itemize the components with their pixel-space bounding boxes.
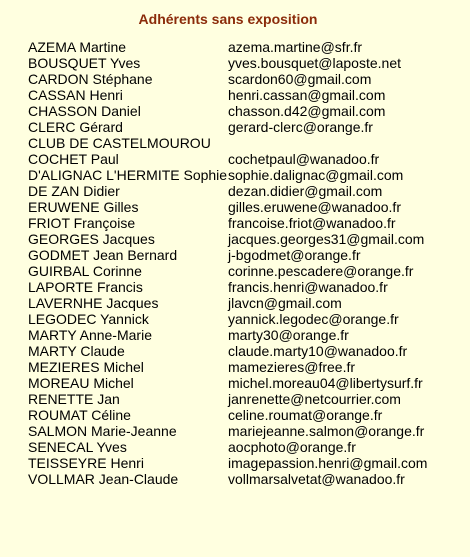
member-email: sophie.dalignac@gmail.com [228,167,404,183]
member-name: LEGODEC Yannick [28,311,149,327]
member-row [28,119,448,135]
member-row [28,423,448,439]
member-row [28,167,448,183]
member-name: RENETTE Jan [28,391,120,407]
member-email: cochetpaul@wanadoo.fr [228,151,380,167]
member-email: aocphoto@orange.fr [228,439,356,455]
member-email: marty30@orange.fr [228,327,349,343]
member-row [28,375,448,391]
member-row [28,471,448,487]
member-email: francis.henri@wanadoo.fr [228,279,388,295]
member-email: mamezieres@free.fr [228,359,356,375]
member-email: imagepassion.henri@gmail.com [228,455,428,471]
member-name: CASSAN Henri [28,87,123,103]
member-name: SENECAL Yves [28,439,127,455]
member-name: MARTY Anne-Marie [28,327,152,343]
member-email: michel.moreau04@libertysurf.fr [228,375,423,391]
member-row [28,103,448,119]
member-row [28,183,448,199]
member-email: francoise.friot@wanadoo.fr [228,215,396,231]
member-name: LAPORTE Francis [28,279,143,295]
member-row [28,151,448,167]
member-row [28,343,448,359]
member-row [28,279,448,295]
member-name: TEISSEYRE Henri [28,455,144,471]
member-name: CLERC Gérard [28,119,123,135]
member-row [28,55,448,71]
member-list [28,39,448,487]
member-email: vollmarsalvetat@wanadoo.fr [228,471,405,487]
member-name: GUIRBAL Corinne [28,263,142,279]
member-row [28,215,448,231]
member-row [28,263,448,279]
member-row [28,455,448,471]
member-name: D'ALIGNAC L'HERMITE Sophie [28,167,228,183]
member-row [28,295,448,311]
member-name: GODMET Jean Bernard [28,247,178,263]
member-name: MOREAU Michel [28,375,134,391]
page-title: Adhérents sans exposition [138,11,318,27]
member-name: ERUWENE Gilles [28,199,139,215]
member-row [28,87,448,103]
member-email: jacques.georges31@gmail.com [228,231,425,247]
member-name: GEORGES Jacques [28,231,155,247]
member-email: scardon60@gmail.com [228,71,372,87]
member-name: COCHET Paul [28,151,119,167]
member-email: claude.marty10@wanadoo.fr [228,343,408,359]
member-name: SALMON Marie-Jeanne [28,423,177,439]
member-email: jlavcn@gmail.com [228,295,342,311]
member-email: celine.roumat@orange.fr [228,407,383,423]
member-name: CARDON Stéphane [28,71,153,87]
member-name: BOUSQUET Yves [28,55,141,71]
member-email: gilles.eruwene@wanadoo.fr [228,199,401,215]
member-email: yannick.legodec@orange.fr [228,311,399,327]
member-email: mariejeanne.salmon@orange.fr [228,423,425,439]
member-row [28,231,448,247]
member-email: gerard-clerc@orange.fr [228,119,373,135]
member-row [28,327,448,343]
member-row [28,71,448,87]
member-email: chasson.d42@gmail.com [228,103,386,119]
member-row [28,39,448,55]
member-name: MEZIERES Michel [28,359,144,375]
member-row [28,199,448,215]
member-row [28,407,448,423]
member-name: FRIOT Françoise [28,215,136,231]
member-email: corinne.pescadere@orange.fr [228,263,414,279]
member-email: henri.cassan@gmail.com [228,87,386,103]
member-row [28,439,448,455]
member-row [28,391,448,407]
member-name: LAVERNHE Jacques [28,295,159,311]
member-row [28,311,448,327]
member-row [28,247,448,263]
member-email: dezan.didier@gmail.com [228,183,383,199]
member-name: CLUB DE CASTELMOUROU [28,135,211,151]
member-name: MARTY Claude [28,343,125,359]
member-name: VOLLMAR Jean-Claude [28,471,179,487]
member-email: j-bgodmet@orange.fr [228,247,361,263]
member-name: CHASSON Daniel [28,103,141,119]
member-row [28,135,448,151]
member-email: janrenette@netcourrier.com [228,391,401,407]
member-name: AZEMA Martine [28,39,127,55]
member-email: yves.bousquet@laposte.net [228,55,401,71]
member-row [28,359,448,375]
member-name: ROUMAT Céline [28,407,131,423]
member-name: DE ZAN Didier [28,183,120,199]
member-email: azema.martine@sfr.fr [228,39,363,55]
